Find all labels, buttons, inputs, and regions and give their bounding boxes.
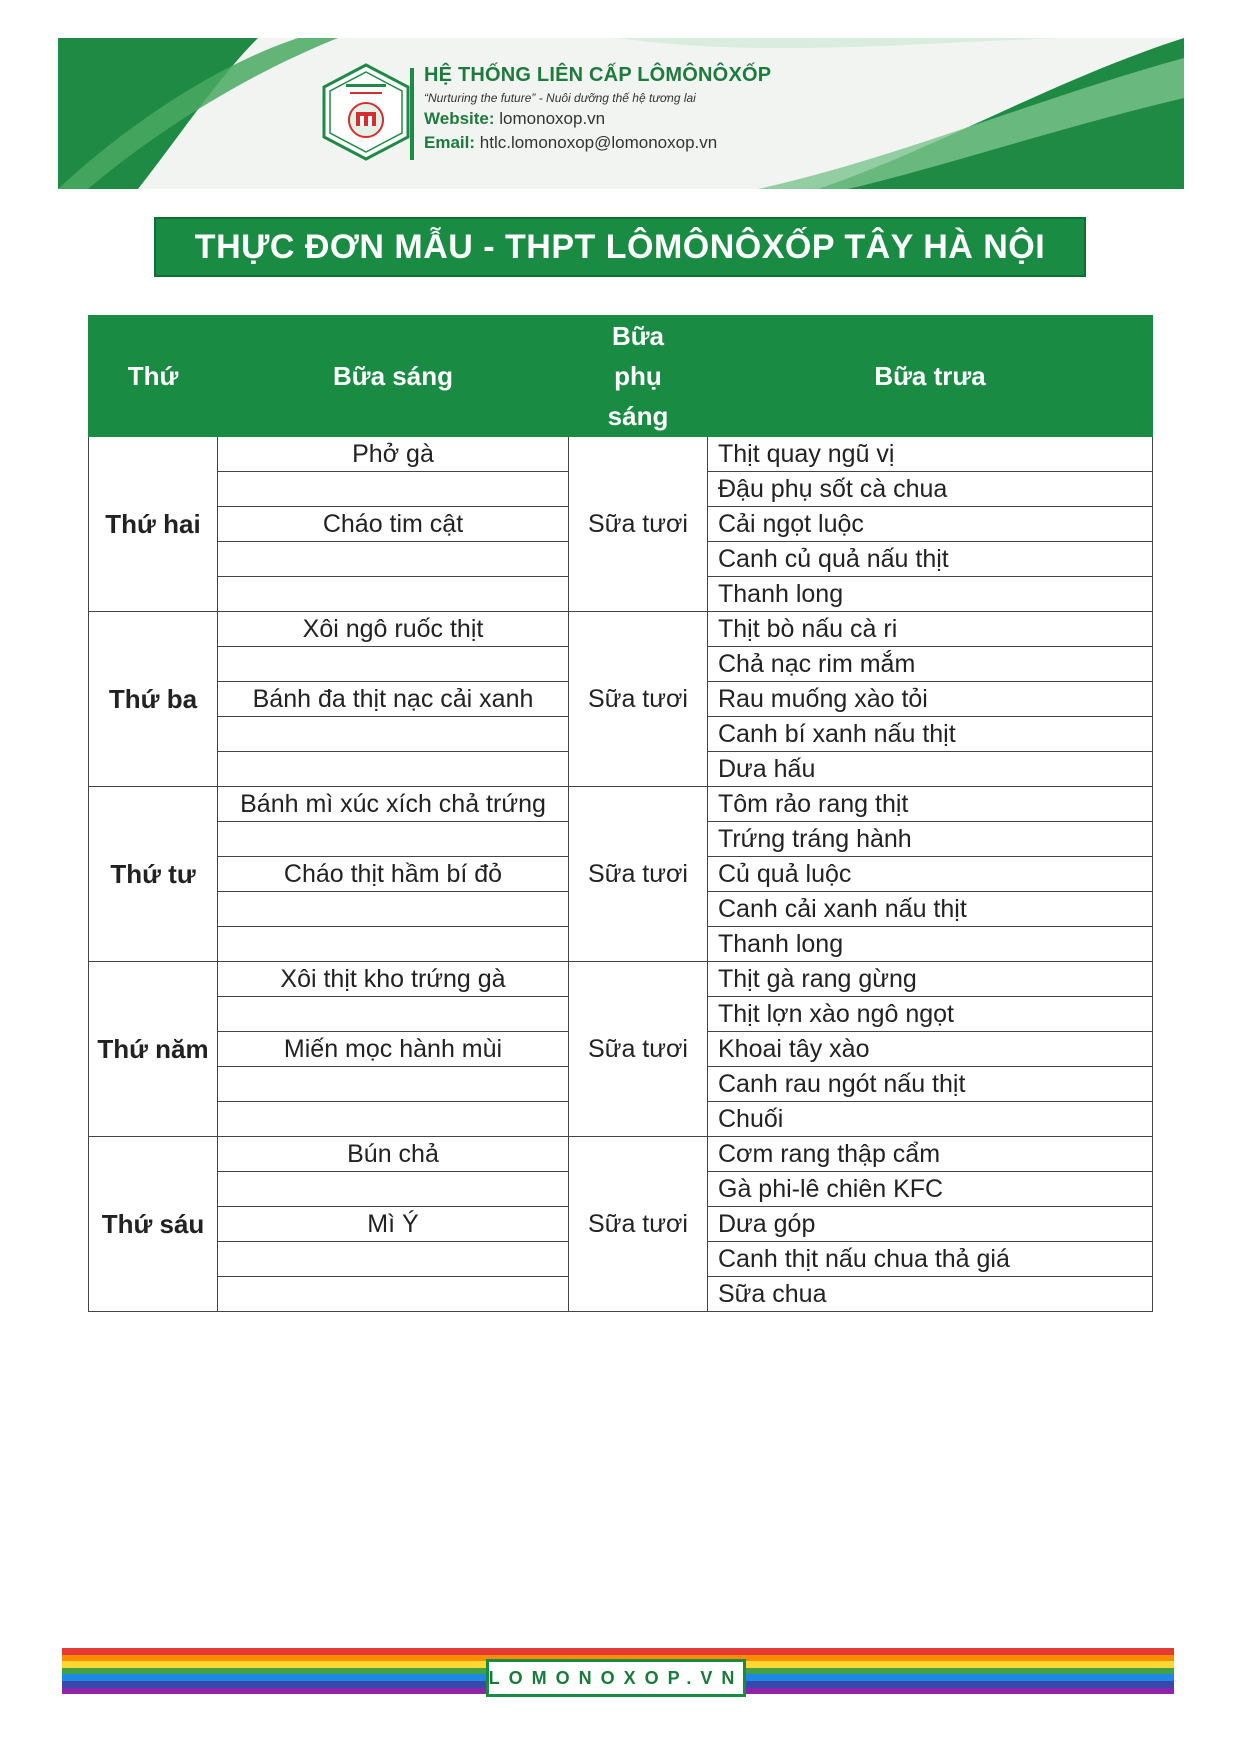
rainbow-stripe	[62, 1648, 1174, 1655]
day-cell: Thứ hai	[89, 437, 218, 612]
header-breakfast: Bữa sáng	[218, 316, 569, 437]
breakfast-cell	[218, 717, 569, 752]
lunch-cell: Thịt lợn xào ngô ngọt	[708, 997, 1153, 1032]
breakfast-cell	[218, 472, 569, 507]
breakfast-cell: Bánh mì xúc xích chả trứng	[218, 787, 569, 822]
lunch-cell: Dưa hấu	[708, 752, 1153, 787]
lunch-cell: Canh rau ngót nấu thịt	[708, 1067, 1153, 1102]
breakfast-cell	[218, 577, 569, 612]
day-cell: Thứ tư	[89, 787, 218, 962]
menu-table	[88, 315, 1153, 1312]
snack-cell: Sữa tươi	[569, 1137, 708, 1312]
lunch-cell: Cơm rang thập cẩm	[708, 1137, 1153, 1172]
lunch-cell: Đậu phụ sốt cà chua	[708, 472, 1153, 507]
lunch-cell: Rau muống xào tỏi	[708, 682, 1153, 717]
breakfast-cell	[218, 1172, 569, 1207]
header-banner	[58, 38, 1184, 189]
website-link[interactable]: lomonoxop.vn	[499, 109, 606, 128]
breakfast-cell	[218, 997, 569, 1032]
email-label: Email:	[424, 133, 476, 152]
breakfast-cell	[218, 927, 569, 962]
breakfast-cell: Cháo thịt hầm bí đỏ	[218, 857, 569, 892]
school-logo-icon	[316, 62, 416, 162]
lunch-cell: Canh thịt nấu chua thả giá	[708, 1242, 1153, 1277]
lunch-cell: Thịt bò nấu cà ri	[708, 612, 1153, 647]
breakfast-cell: Bánh đa thịt nạc cải xanh	[218, 682, 569, 717]
breakfast-cell	[218, 542, 569, 577]
page-title: THỰC ĐƠN MẪU - THPT LÔMÔNÔXỐP TÂY HÀ NỘI	[154, 217, 1086, 277]
day-cell: Thứ sáu	[89, 1137, 218, 1312]
breakfast-cell: Mì Ý	[218, 1207, 569, 1242]
breakfast-cell: Bún chả	[218, 1137, 569, 1172]
breakfast-cell	[218, 752, 569, 787]
school-name: HỆ THỐNG LIÊN CẤP LÔMÔNÔXỐP	[424, 64, 772, 86]
school-slogan: “Nurturing the future” - Nuôi dưỡng thế hệ tương lai	[424, 91, 696, 105]
day-cell: Thứ năm	[89, 962, 218, 1137]
menu-body	[89, 437, 1153, 1312]
breakfast-cell: Cháo tim cật	[218, 507, 569, 542]
day-cell: Thứ ba	[89, 612, 218, 787]
lunch-cell: Canh bí xanh nấu thịt	[708, 717, 1153, 752]
lunch-cell: Trứng tráng hành	[708, 822, 1153, 857]
breakfast-cell	[218, 1102, 569, 1137]
lunch-cell: Thanh long	[708, 927, 1153, 962]
lunch-cell: Canh củ quả nấu thịt	[708, 542, 1153, 577]
breakfast-cell	[218, 822, 569, 857]
table-row	[89, 962, 1153, 997]
breakfast-cell: Miến mọc hành mùi	[218, 1032, 569, 1067]
header-text	[424, 64, 771, 153]
email-link[interactable]: htlc.lomonoxop@lomonoxop.vn	[479, 133, 718, 152]
lunch-cell: Tôm rảo rang thịt	[708, 787, 1153, 822]
lunch-cell: Thanh long	[708, 577, 1153, 612]
lunch-cell: Khoai tây xào	[708, 1032, 1153, 1067]
header-snack: Bữa phụ sáng	[569, 316, 708, 437]
snack-cell: Sữa tươi	[569, 787, 708, 962]
breakfast-cell	[218, 1067, 569, 1102]
lunch-cell: Sữa chua	[708, 1277, 1153, 1312]
lunch-cell: Cải ngọt luộc	[708, 507, 1153, 542]
table-row	[89, 787, 1153, 822]
lunch-cell: Thịt gà rang gừng	[708, 962, 1153, 997]
lunch-cell: Thịt quay ngũ vị	[708, 437, 1153, 472]
table-row	[89, 437, 1153, 472]
snack-cell: Sữa tươi	[569, 437, 708, 612]
email-line	[424, 133, 771, 153]
lunch-cell: Dưa góp	[708, 1207, 1153, 1242]
snack-cell: Sữa tươi	[569, 612, 708, 787]
lunch-cell: Chuối	[708, 1102, 1153, 1137]
lunch-cell: Chả nạc rim mắm	[708, 647, 1153, 682]
website-line	[424, 109, 771, 129]
website-label: Website:	[424, 109, 495, 128]
breakfast-cell	[218, 892, 569, 927]
table-row	[89, 1137, 1153, 1172]
header-lunch: Bữa trưa	[708, 316, 1153, 437]
breakfast-cell	[218, 647, 569, 682]
lunch-cell: Gà phi-lê chiên KFC	[708, 1172, 1153, 1207]
lunch-cell: Canh cải xanh nấu thịt	[708, 892, 1153, 927]
breakfast-cell: Xôi thịt kho trứng gà	[218, 962, 569, 997]
breakfast-cell: Phở gà	[218, 437, 569, 472]
table-row	[89, 612, 1153, 647]
header-day: Thứ	[89, 316, 218, 437]
header-divider	[410, 68, 414, 160]
footer-site-badge: LOMONOXOP.VN	[486, 1659, 746, 1697]
table-header-row	[89, 316, 1153, 437]
breakfast-cell	[218, 1242, 569, 1277]
lunch-cell: Củ quả luộc	[708, 857, 1153, 892]
snack-cell: Sữa tươi	[569, 962, 708, 1137]
breakfast-cell: Xôi ngô ruốc thịt	[218, 612, 569, 647]
breakfast-cell	[218, 1277, 569, 1312]
